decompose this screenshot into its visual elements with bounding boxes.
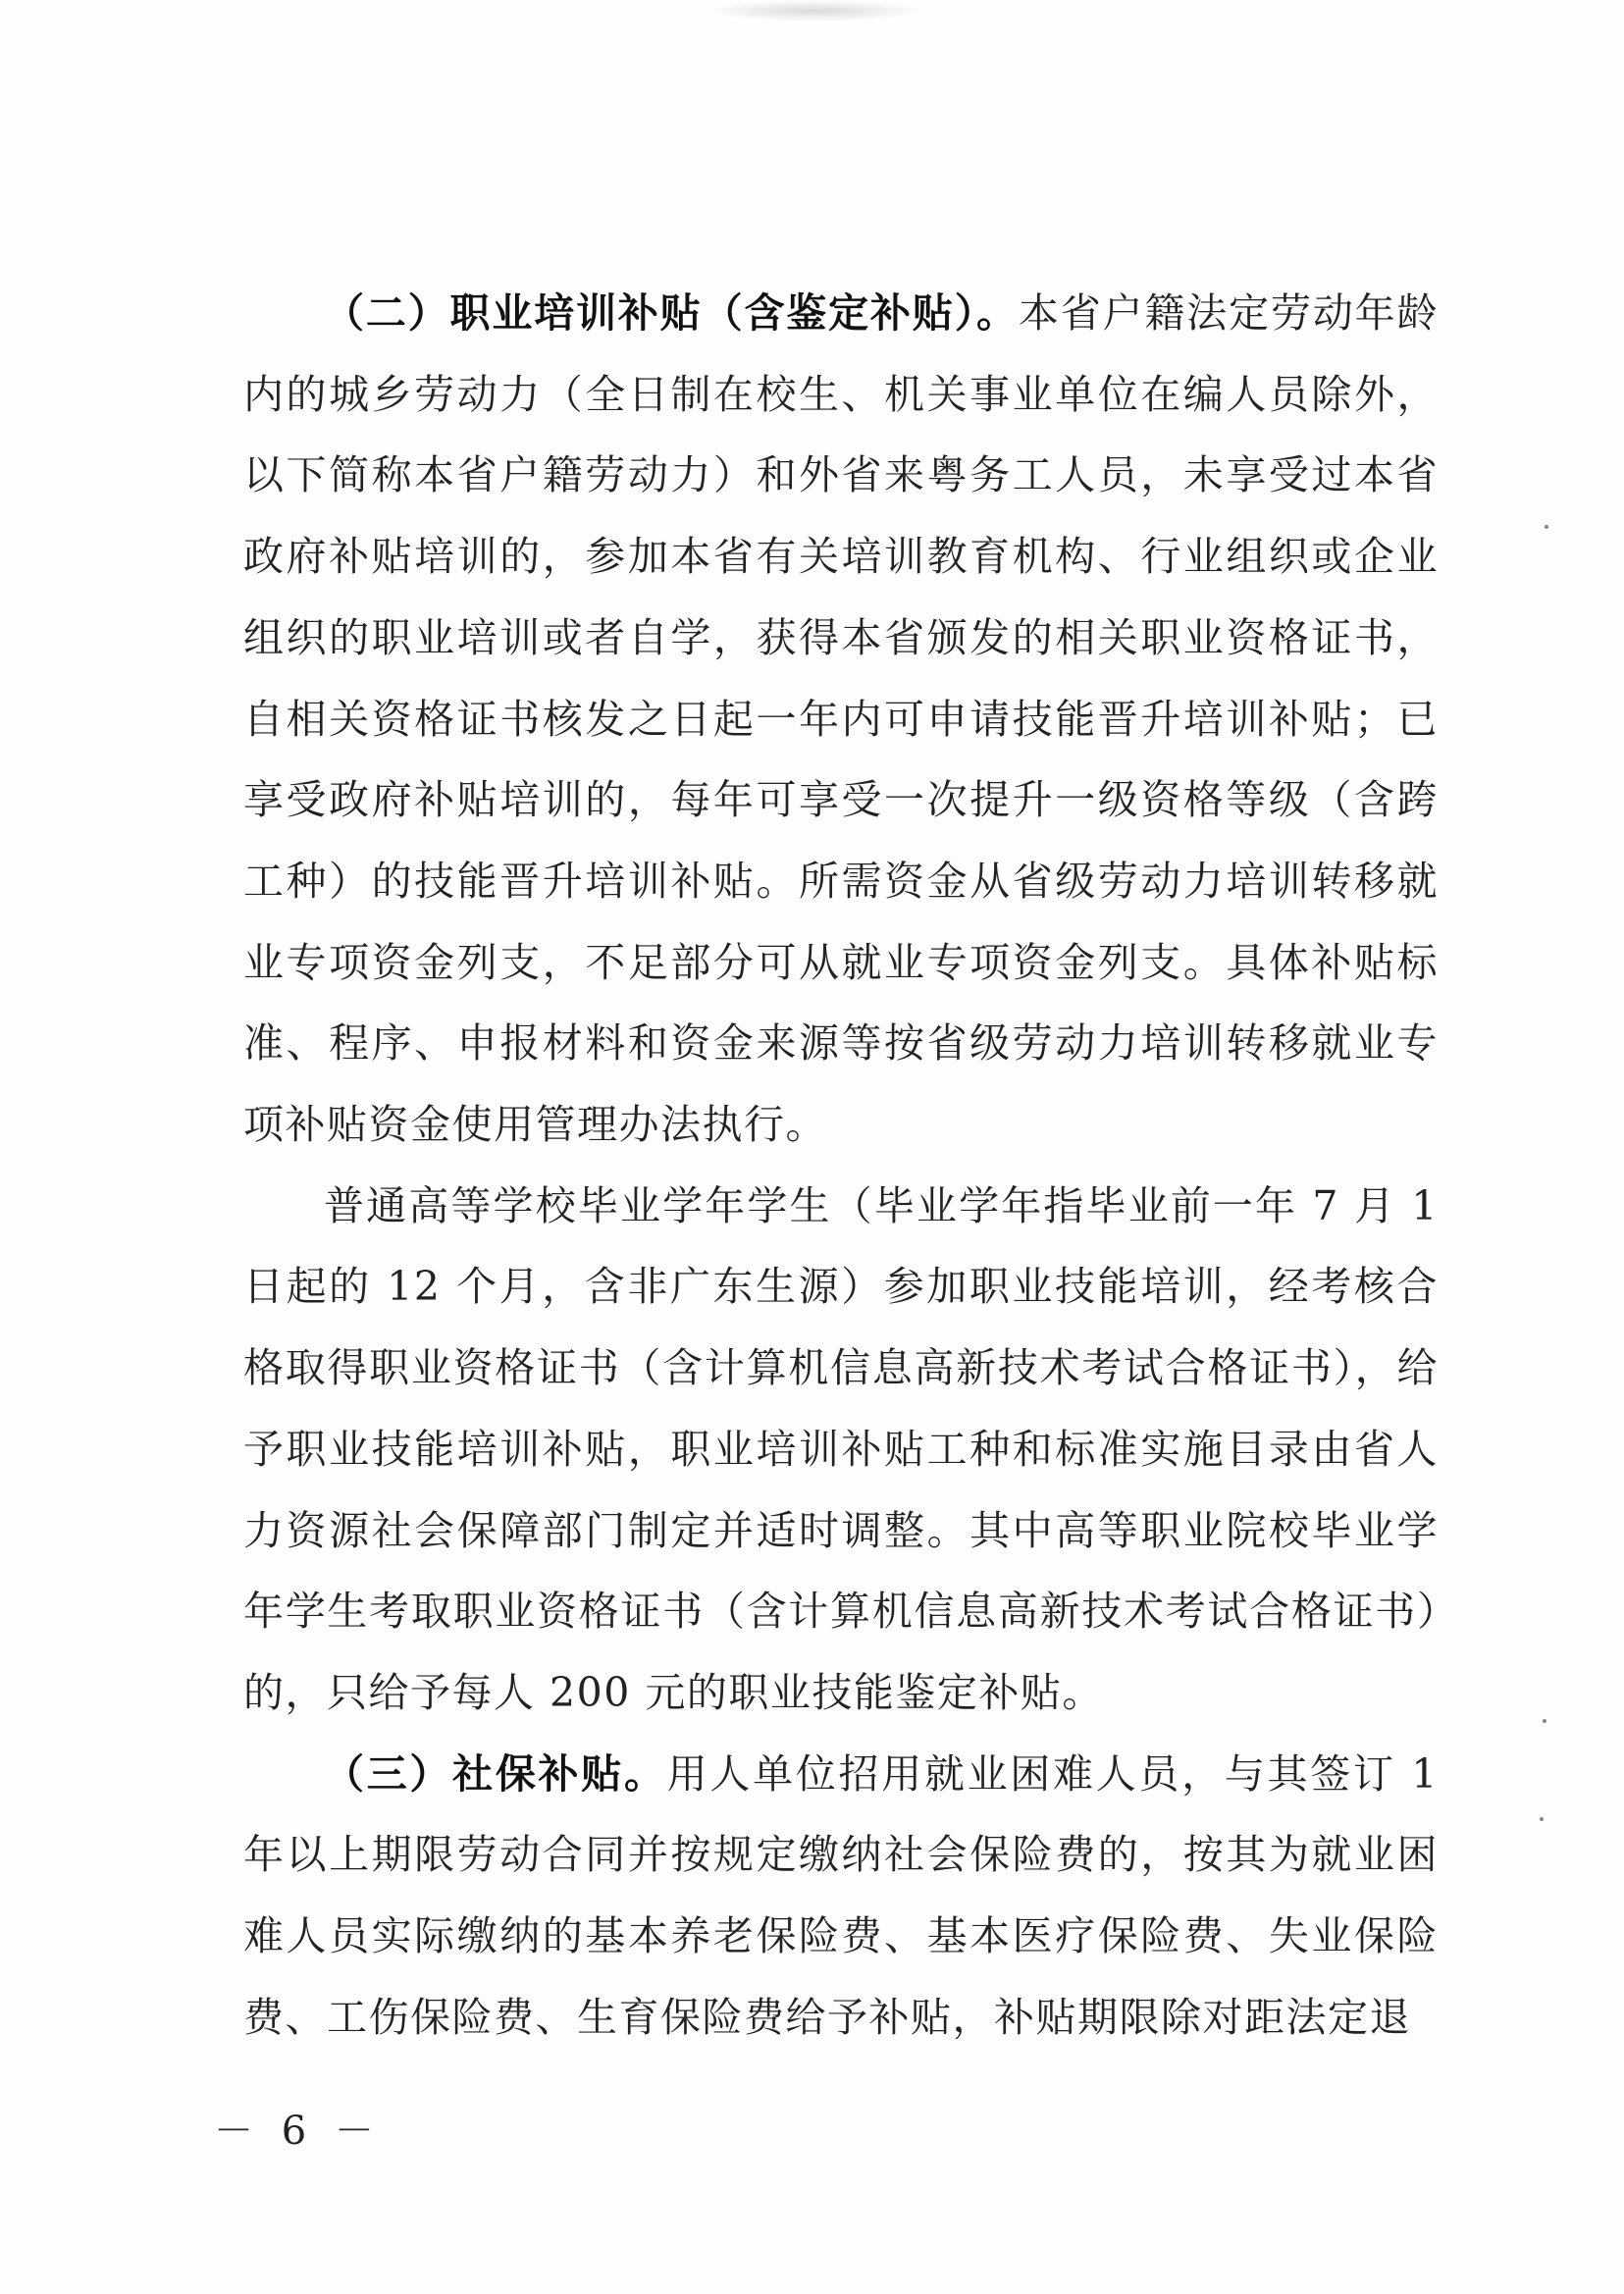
- body-text: [243, 273, 1439, 2058]
- page-number: － 6 －: [214, 2109, 382, 2154]
- scan-speck: [1545, 525, 1548, 529]
- paragraph-text: 本省户籍法定劳动年龄内的城乡劳动力（全日制在校生、机关事业单位在编人员除外，以下简称本省户籍劳动力）和外省来粤务工人员，未享受过本省政府补贴培训的，参加本省有关培训教育机构、行业组织或企业组织的职业培训或者自学，获得本省颁发的相关职业资格证书，自相关资格证书核发之日起一年内可申请技能晋升培训补贴；已享受政府补贴培训的，每年可享受一次提升一级资格等级（含跨工种）的技能晋升培训补贴。所需资金从省级劳动力培训转移就业专项资金列支，不足部分可从就业专项资金列支。具体补贴标准、程序、申报材料和资金来源等按省级劳动力培训转移就业专项补贴资金使用管理办法执行。: [243, 289, 1440, 1149]
- paragraph-graduate-training-subsidy: [243, 1166, 1439, 1734]
- section-heading-vocational-training: （二）职业培训补贴（含鉴定补贴）。: [324, 289, 1019, 337]
- paragraph-text: 用人单位招用就业困难人员，与其签订 1 年以上期限劳动合同并按规定缴纳社会保险费的，按其为就业困难人员实际缴纳的基本养老保险费、基本医疗保险费、失业保险费、工伤保险费、生育保险费给予补贴，补贴期限除对距法定退: [243, 1749, 1439, 2041]
- section-heading-social-insurance: （三）社保补贴。: [324, 1749, 667, 1798]
- scan-speck: [1540, 1817, 1544, 1821]
- scan-shadow: [707, 0, 922, 22]
- paragraph-vocational-training-subsidy: [243, 273, 1439, 1166]
- scan-speck: [1543, 1719, 1546, 1723]
- paragraph-social-insurance-subsidy: [243, 1734, 1439, 2059]
- paragraph-text: 普通高等学校毕业学年学生（毕业学年指毕业前一年 7 月 1 日起的 12 个月，含非广东生源）参加职业技能培训，经考核合格取得职业资格证书（含计算机信息高新技术考试合格证书），给予职业技能培训补贴，职业培训补贴工种和标准实施目录由省人力资源社会保障部门制定并适时调整。其中高等职业院校毕业学年学生考取职业资格证书（含计算机信息高新技术考试合格证书）的，只给予每人 200 元的职业技能鉴定补贴。: [243, 1181, 1439, 1716]
